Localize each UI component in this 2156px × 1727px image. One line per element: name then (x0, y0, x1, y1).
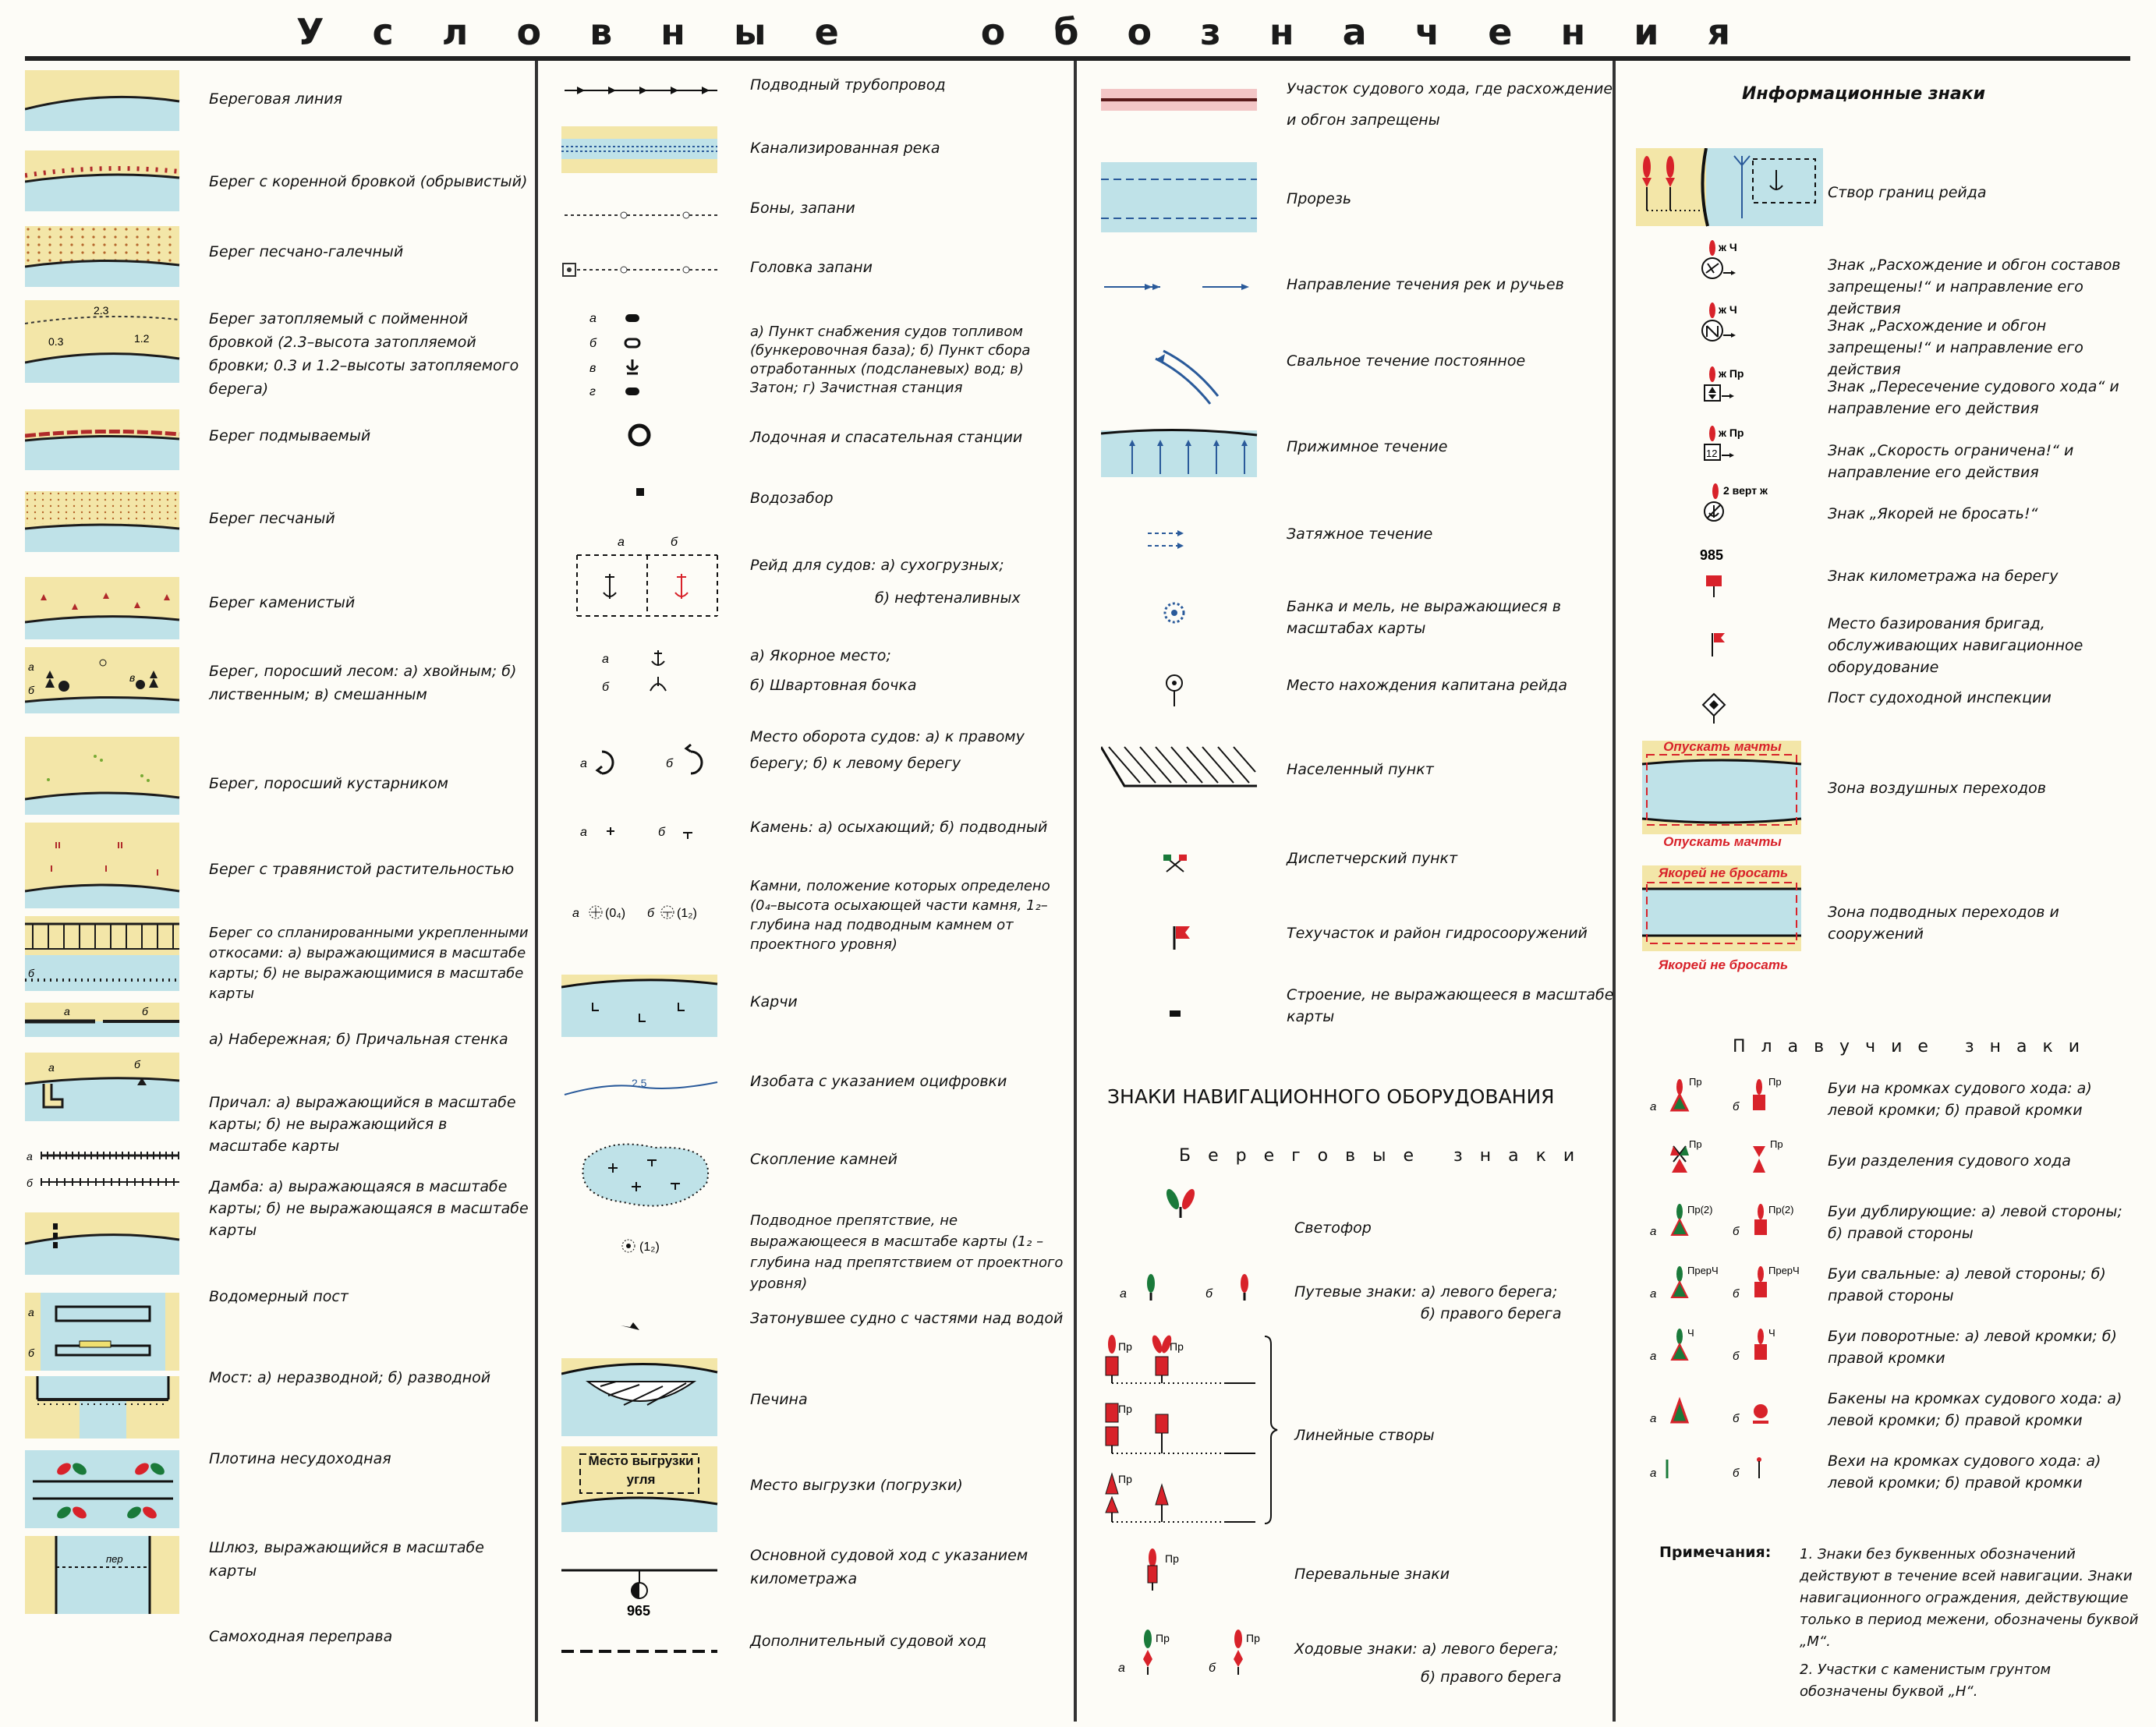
legend-booms: Боны, запани (750, 200, 855, 217)
legend-flooded-bank: Берег затопляемый с пойменной бровкой (2.3–высота затопляемой бровки; 0.3 и 1.2–высоты затопляемого берега) (209, 310, 519, 398)
column-divider-2 (1074, 61, 1077, 1722)
swatch-grass (25, 823, 179, 908)
drift-buoys (1650, 1265, 1800, 1301)
legend-isobath: Изобата с указанием оцифровки (750, 1073, 1007, 1090)
settlement-symbol (1101, 747, 1257, 786)
legend-canal: Канализированная река (750, 140, 940, 157)
legend-pechina: Печина (750, 1391, 808, 1408)
legend-crossing-signs: Перевальные знаки (1294, 1566, 1450, 1583)
legend-shoal: Банка и мель, не выражающиеся в масштабах карты (1287, 598, 1561, 637)
anchors-label-top: Якорей не бросать (1658, 865, 1789, 880)
flood-03: 0.3 (48, 335, 64, 348)
building-symbol (1170, 1010, 1181, 1017)
svg-text:ПрерЧ: ПрерЧ (1768, 1265, 1800, 1276)
svg-text:б: б (28, 1347, 34, 1359)
title-rule (25, 56, 2130, 61)
path-signs-symbol (1120, 1274, 1248, 1301)
svg-text:г: г (589, 385, 596, 398)
legend-km-sign: Знак километража на берегу (1828, 568, 2059, 585)
legend-underwater-crossing: Зона подводных переходов и сооружений (1828, 904, 2059, 943)
svg-text:б: б (142, 1005, 148, 1017)
column-divider-3 (1613, 61, 1616, 1722)
duplicate-buoys (1650, 1204, 1793, 1238)
speed-limit-sign (1705, 426, 1744, 460)
svg-text:Пр: Пр (1768, 1076, 1782, 1088)
svg-text:б: б (1733, 1287, 1740, 1301)
svg-text:ж Пр: ж Пр (1719, 367, 1744, 380)
svg-text:б: б (28, 684, 34, 696)
swatch-weir (25, 1376, 179, 1439)
svg-text:а: а (602, 653, 609, 666)
swatch-undercut (25, 409, 179, 470)
svg-text:(1₂): (1₂) (677, 907, 697, 920)
svg-text:б: б (1205, 1287, 1213, 1301)
turning-buoys (1650, 1327, 1775, 1363)
svg-text:Ч: Ч (1687, 1327, 1694, 1339)
turning-symbol (580, 745, 702, 773)
svg-text:б: б (589, 337, 597, 350)
svg-text:б: б (134, 1058, 140, 1071)
anchorage-symbol (602, 650, 666, 694)
svg-text:б: б (28, 967, 34, 979)
swatch-slopes (25, 916, 179, 991)
legend-sandy-bank: Берег песчаный (209, 510, 335, 527)
legend-rescue-station: Лодочная и спасательная станции (750, 429, 1023, 446)
legend-lock: Шлюз, выражающийся в масштабе карты (209, 1539, 484, 1580)
svg-text:б: б (602, 681, 609, 694)
harbor-master-symbol (1167, 675, 1182, 706)
svg-text:2 верт ж: 2 верт ж (1723, 484, 1768, 497)
legend-embankment: а) Набережная; б) Причальная стенка (209, 1031, 508, 1048)
svg-text:985: 985 (1700, 547, 1724, 563)
svg-text:ж Ч: ж Ч (1719, 241, 1737, 253)
legend-current: Направление течения рек и ручьев (1287, 276, 1564, 293)
pechina-symbol (561, 1358, 717, 1436)
legend-roadstead-dry: Рейд для судов: а) сухогрузных; (750, 557, 1004, 574)
legend-slopes: Берег со спланированными укрепленными откосами: а) выражающимися в масштабе карты; б) не выражающимися в масштабе карты (209, 925, 529, 1002)
legend-speed-limit: Знак „Скорость ограничена!“ и направление его действия (1828, 442, 2074, 481)
svg-text:а: а (1120, 1287, 1127, 1301)
legend-beacon-buoys: Бакены на кромках судового хода: а) левой кромки; б) правой кромки (1828, 1390, 2122, 1429)
no-overtaking-symbol (1101, 89, 1257, 111)
svg-text:Пр: Пр (1770, 1138, 1783, 1150)
snag-symbol (561, 975, 717, 1037)
shore-signs-symbols (1099, 1185, 1287, 1700)
legend-running-signs-left: Ходовые знаки: а) левого берега; (1294, 1640, 1559, 1658)
swatch-shoreline (25, 70, 179, 131)
note-1: 1. Знаки без буквенных обозначений действуют в течение всей навигации. Знаки навигационного ограждения, действующие только в период межени, обозначены буквой „М“. (1800, 1546, 2139, 1650)
legend-roadstead-oil: б) нефтеналивных (875, 589, 1021, 607)
legend-linear-ranges: Линейные створы (1294, 1427, 1435, 1444)
legend-shrub-bank: Берег, поросший кустарником (209, 775, 448, 792)
svg-text:Пр: Пр (1118, 1403, 1132, 1415)
anchors-label-bottom: Якорей не бросать (1658, 957, 1789, 972)
legend-forest-bank: Берег, поросший лесом: а) хвойным; б) лиственным; в) смешанным (209, 663, 517, 703)
svg-text:Пр: Пр (1165, 1552, 1179, 1565)
note-2: 2. Участки с каменистым грунтом обозначены буквой „Н“. (1800, 1662, 2052, 1700)
swatch-embankment (25, 1003, 179, 1037)
swatch-water-gauge (25, 1212, 179, 1275)
legend-dispatch: Диспетчерский пункт (1287, 850, 1458, 867)
legend-pipeline: Подводный трубопровод (750, 76, 946, 94)
swatch-lock (25, 1450, 179, 1528)
svg-text:в: в (129, 671, 136, 684)
rescue-station-symbol (630, 426, 649, 444)
shore-signs-heading: Береговые знаки (1179, 1146, 1592, 1166)
svg-text:а: а (48, 1061, 55, 1074)
slack-current-symbol (1148, 530, 1184, 549)
legend-running-signs-right: б) правого берега (1421, 1669, 1562, 1686)
svg-text:а: а (572, 907, 579, 920)
legend-mooring-buoy: б) Швартовная бочка (750, 677, 917, 694)
svg-text:а: а (1650, 1287, 1657, 1301)
swatch-bridges (25, 1293, 179, 1371)
legend-cut: Прорезь (1287, 190, 1352, 207)
svg-text:Пр: Пр (1156, 1632, 1170, 1644)
tech-section-symbol (1174, 926, 1190, 950)
legend-path-signs-right: б) правого берега (1421, 1305, 1562, 1322)
legend-ferry: Самоходная переправа (209, 1628, 393, 1645)
nav-equipment-heading: ЗНАКИ НАВИГАЦИОННОГО ОБОРУДОВАНИЯ (1107, 1085, 1555, 1108)
cut-symbol (1101, 162, 1257, 232)
svg-text:б: б (658, 826, 665, 839)
legend-settlement: Населенный пункт (1287, 761, 1434, 778)
svg-text:а: а (580, 757, 587, 770)
svg-text:ж Ч: ж Ч (1719, 303, 1737, 316)
legend-building: Строение, не выражающееся в масштабе карты (1287, 986, 1614, 1025)
water-intake-symbol (636, 488, 644, 496)
svg-text:а: а (28, 660, 34, 673)
linear-range-symbol (1106, 1334, 1277, 1524)
legend-turning: Место оборота судов: а) к правому берегу; б) к левому берегу (750, 728, 1025, 772)
swatch-rocky (25, 577, 179, 639)
legend-no-overtaking-sign: Знак „Расхождение и обгон запрещены!“ и направление его действия (1828, 317, 2083, 378)
wreck-symbol (621, 1322, 639, 1330)
svg-text:б: б (1733, 1225, 1740, 1238)
svg-text:а: а (64, 1005, 70, 1017)
legend-obstruction: Подводное препятствие, не выражающееся в масштабе карты (1₂ – глубина над препятствием от проектного уровня) (750, 1212, 1064, 1292)
legend-main-fairway: Основной судовой ход с указанием километража (750, 1547, 1028, 1587)
svg-text:в: в (589, 362, 597, 375)
legend-roadstead-boundary: Створ границ рейда (1828, 184, 1987, 201)
svg-text:а: а (28, 1306, 34, 1318)
svg-text:а: а (1650, 1467, 1657, 1480)
legend-slack-current: Затяжное течение (1287, 526, 1433, 543)
crossing-fairway-sign (1705, 366, 1744, 401)
legend-traffic-light: Светофор (1294, 1219, 1372, 1237)
svg-text:965: 965 (627, 1603, 651, 1619)
spar-buoys (1650, 1457, 1761, 1480)
legend-bridge: Мост: а) неразводной; б) разводной (209, 1369, 491, 1386)
brigade-base-sign (1712, 633, 1725, 656)
legend-sand-gravel-bank: Берег песчано-галечный (209, 243, 404, 260)
svg-text:б: б (666, 757, 673, 770)
svg-text:Ч: Ч (1768, 1327, 1775, 1339)
air-crossing-zone (1642, 741, 1801, 834)
svg-text:б: б (1733, 1412, 1740, 1425)
legend-dam: Дамба: а) выражающаяся в масштабе карты; б) не выражающаяся в масштабе карты (209, 1178, 529, 1239)
inspection-post-sign (1703, 694, 1725, 724)
roadstead-boundary-symbol (1636, 148, 1823, 226)
swatch-shrubs (25, 737, 179, 815)
svg-text:Пр: Пр (1689, 1076, 1702, 1088)
stone-cluster-symbol (582, 1145, 708, 1206)
legend-wreck: Затонувшее судно с частями над водой (750, 1310, 1064, 1327)
svg-text:Пр(2): Пр(2) (1687, 1204, 1713, 1216)
swatch-sand-gravel (25, 226, 179, 287)
svg-text:а: а (1650, 1100, 1657, 1113)
svg-text:б: б (647, 907, 654, 920)
supply-symbols (589, 312, 639, 398)
located-stone-symbol (572, 906, 697, 920)
legend-tech-section: Техучасток и район гидросооружений (1287, 925, 1588, 942)
swatch-dam (27, 1150, 179, 1189)
isobath-symbol (565, 1077, 717, 1095)
svg-text:ПрерЧ: ПрерЧ (1687, 1265, 1719, 1276)
legend-cross-current: Свальное течение постоянное (1287, 352, 1526, 370)
swatch-bluff (25, 150, 179, 211)
svg-text:а: а (1650, 1225, 1657, 1238)
legend-stone: Камень: а) осыхающий; б) подводный (750, 819, 1048, 836)
legend-rocky-bank: Берег каменистый (209, 594, 356, 611)
svg-text:Пр: Пр (1170, 1340, 1184, 1353)
legend-drift-buoys: Буи свальные: а) левой стороны; б) правой стороны (1828, 1265, 2106, 1304)
flood-23: 2.3 (94, 304, 109, 317)
svg-text:а: а (1118, 1662, 1125, 1675)
legend-supply-points: а) Пункт снабжения судов топливом (бункеровочная база); б) Пункт сбора отработанных (подсланевых) вод; в) Затон; г) Зачистная станция (750, 324, 1031, 396)
svg-text:б: б (1733, 1467, 1740, 1480)
coal-unloading-sign: Место выгрузки угля (588, 1453, 694, 1487)
legend-aux-fairway: Дополнительный судовой ход (750, 1633, 987, 1650)
beacon-buoys (1650, 1400, 1768, 1425)
masts-label-top: Опускать мачты (1663, 739, 1782, 754)
legend-harbor-master: Место нахождения капитана рейда (1287, 677, 1567, 694)
pipeline-symbol (565, 87, 717, 94)
legend-water-gauge: Водомерный пост (209, 1288, 349, 1305)
svg-text:б: б (1209, 1662, 1216, 1675)
legend-boom-head: Головка запани (750, 259, 873, 276)
column-1-symbols (25, 70, 181, 1708)
svg-text:пер: пер (106, 1553, 123, 1565)
svg-text:а: а (580, 826, 587, 839)
legend-pier: Причал: а) выражающийся в масштабе карты; б) не выражающийся в масштабе карты (209, 1094, 516, 1155)
legend-grass-bank: Берег с травянистой растительностью (209, 861, 515, 878)
masts-label-bottom: Опускать мачты (1663, 834, 1782, 849)
legend-pressing-current: Прижимное течение (1287, 438, 1448, 455)
legend-brigade-base: Место базирования бригад, обслуживающих навигационное оборудование (1828, 615, 2083, 676)
svg-text:Пр(2): Пр(2) (1768, 1204, 1794, 1216)
legend-shoreline: Береговая линия (209, 90, 343, 108)
no-overtaking-sign (1702, 303, 1737, 341)
stone-symbol (580, 826, 692, 839)
pressing-current-symbol (1101, 430, 1257, 477)
svg-text:б: б (1733, 1100, 1740, 1113)
legend-edge-buoys: Буи на кромках судового хода: а) левой кромки; б) правой кромки (1828, 1080, 2092, 1119)
current-symbol (1104, 284, 1249, 290)
boom-symbol (565, 212, 717, 218)
column-divider-1 (535, 61, 538, 1722)
crossing-sign-symbol (1148, 1548, 1179, 1591)
svg-text:2.5: 2.5 (632, 1077, 647, 1089)
legend-snags: Карчи (750, 993, 798, 1010)
legend-water-intake: Водозабор (750, 490, 834, 507)
svg-text:ж Пр: ж Пр (1719, 426, 1744, 439)
traffic-light-symbol (1164, 1187, 1198, 1218)
edge-buoys (1650, 1076, 1782, 1113)
svg-text:а: а (618, 536, 625, 549)
legend-spar-buoys: Вехи на кромках судового хода: а) левой кромки; б) правой кромки (1828, 1453, 2101, 1492)
svg-text:а: а (1650, 1350, 1657, 1363)
no-overtaking-convoy-sign (1702, 240, 1737, 278)
canal-symbol (561, 126, 717, 173)
legend-turning-buoys: Буи поворотные: а) левой кромки; б) правой кромки (1828, 1328, 2117, 1367)
legend-stone-cluster: Скопление камней (750, 1151, 898, 1168)
flood-12: 1.2 (134, 332, 150, 345)
legend-bluff-bank: Берег с коренной бровкой (обрывистый) (209, 173, 528, 190)
legend-path-signs-left: Путевые знаки: а) левого берега; (1294, 1283, 1558, 1301)
svg-text:Пр: Пр (1118, 1340, 1132, 1353)
svg-text:Пр: Пр (1246, 1632, 1260, 1644)
legend-no-anchor: Знак „Якорей не бросать!“ (1828, 505, 2038, 522)
svg-text:а: а (27, 1150, 33, 1163)
swatch-sandy (25, 491, 179, 552)
legend-weir: Плотина несудоходная (209, 1450, 391, 1467)
info-signs-heading: Информационные знаки (1742, 84, 1986, 104)
legend-located-stones: Камни, положение которых определено (0₄–высота осыхающей части камня, 1₂–глубина над подводным камнем от проектного уровня) (750, 878, 1050, 953)
page-title: У с л о в н ы е о б о з н а ч е н и я (296, 11, 1731, 53)
no-anchor-sign (1705, 483, 1768, 521)
svg-text:Пр: Пр (1118, 1473, 1132, 1485)
legend-no-overtaking-convoy: Знак „Расхождение и обгон составов запрещены!“ и направление его действия (1828, 257, 2121, 317)
roadstead-symbol (577, 536, 717, 616)
floating-signs-symbols (1641, 1076, 1820, 1497)
legend-unloading: Место выгрузки (погрузки) (750, 1477, 963, 1494)
floating-signs-heading: Плавучие знаки (1733, 1037, 2096, 1056)
km-sign (1700, 547, 1723, 597)
legend-undercut-bank: Берег подмываемый (209, 427, 371, 444)
main-fairway-symbol (561, 1570, 717, 1619)
legend-no-overtaking: Участок судового хода, где расхождение и обгон запрещены (1287, 80, 1613, 129)
svg-text:а: а (1650, 1412, 1657, 1425)
dividing-buoys (1670, 1138, 1783, 1173)
swatch-flooded (25, 300, 179, 383)
swatch-forest (25, 647, 179, 713)
swatch-ferry (25, 1536, 179, 1614)
svg-text:(1₂): (1₂) (639, 1240, 660, 1254)
notes-title: Примечания: (1659, 1544, 1772, 1561)
svg-text:12: 12 (1706, 448, 1718, 459)
running-sign-symbol (1118, 1630, 1260, 1675)
svg-text:б: б (27, 1177, 33, 1189)
legend-anchorage: а) Якорное место; (750, 647, 891, 664)
svg-text:а: а (589, 312, 597, 325)
dispatch-symbol (1163, 855, 1187, 872)
svg-text:б: б (1733, 1350, 1740, 1363)
boom-head-symbol (563, 264, 717, 276)
legend-dividing-buoys: Буи разделения судового хода (1828, 1152, 2071, 1170)
legend-crossing-fairway: Знак „Пересечение судового хода“ и направление его действия (1828, 378, 2119, 417)
legend-air-crossing: Зона воздушных переходов (1828, 780, 2046, 797)
cross-current-symbol (1156, 351, 1218, 404)
svg-text:Пр: Пр (1689, 1138, 1702, 1150)
legend-inspection-post: Пост судоходной инспекции (1828, 689, 2052, 706)
obstruction-symbol (622, 1240, 660, 1254)
shoal-symbol (1165, 603, 1184, 622)
swatch-pier (25, 1053, 179, 1121)
legend-duplicate-buoys: Буи дублирующие: а) левой стороны; б) правой стороны (1828, 1203, 2122, 1242)
svg-text:(0₄): (0₄) (605, 907, 626, 920)
svg-text:б: б (671, 536, 678, 549)
